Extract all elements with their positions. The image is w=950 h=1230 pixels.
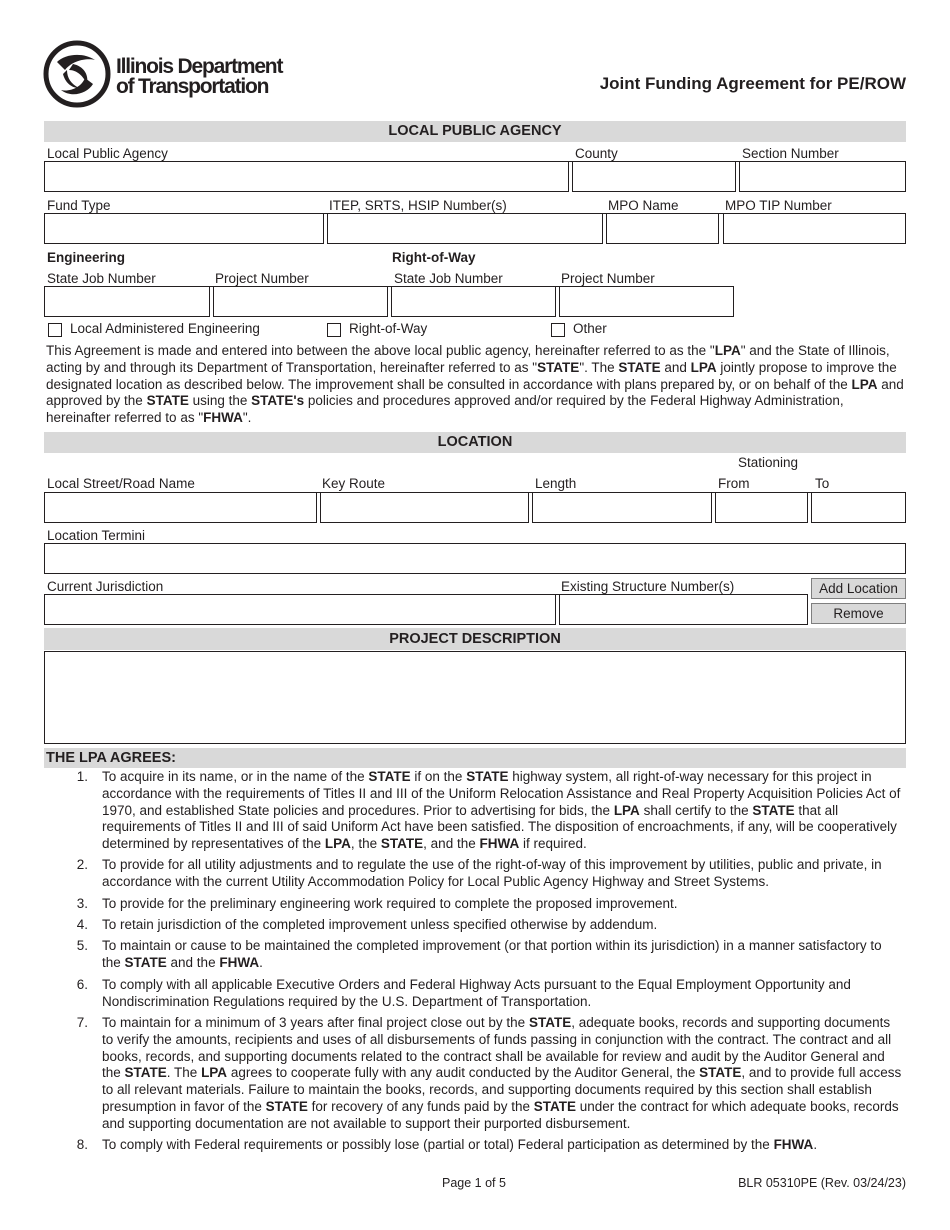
- fund-type-field[interactable]: [44, 213, 324, 244]
- from-field[interactable]: [715, 492, 808, 523]
- section-heading-lpa: LOCAL PUBLIC AGENCY: [44, 121, 906, 142]
- row-state-job-field[interactable]: [391, 286, 556, 317]
- row-project-number-label: Project Number: [561, 271, 655, 286]
- item-text: To retain jurisdiction of the completed improvement unless specified otherwise by addendum.: [102, 917, 658, 932]
- item-number: 6.: [76, 977, 88, 992]
- idot-logo: [43, 40, 303, 110]
- agreement-intro: This Agreement is made and entered into between the above local public agency, hereinafter referred to as the "LPA" and the State of Illinois, acting by and through its Department of Transportation, hereinafter referred to as "STATE". The STATE and LPA jointly propose to improve the designated location as described below. The improvement shall be consulted in accordance with plans prepared by, or on behalf of the LPA and approved by the STATE using the STATE's policies and procedures approved and/or required by the Federal Highway Administration, hereinafter referred to as "FHWA".: [46, 343, 904, 426]
- structure-field[interactable]: [559, 594, 808, 625]
- form-number: BLR 05310PE (Rev. 03/24/23): [738, 1176, 906, 1190]
- stationing-label: Stationing: [738, 455, 799, 470]
- item-text: To comply with Federal requirements or possibly lose (partial or total) Federal participation as determined by the FHWA.: [102, 1137, 818, 1152]
- to-label: To: [815, 476, 830, 491]
- item-text: To provide for the preliminary engineering work required to complete the proposed improvement.: [102, 896, 678, 911]
- from-label: From: [718, 476, 750, 491]
- eng-project-number-label: Project Number: [215, 271, 309, 286]
- fund-type-label: Fund Type: [47, 198, 111, 213]
- form-title: Joint Funding Agreement for PE/ROW: [599, 74, 906, 93]
- item-number: 3.: [76, 896, 88, 911]
- section-heading-location: LOCATION: [44, 432, 906, 453]
- mpo-tip-label: MPO TIP Number: [725, 198, 832, 213]
- item-number: 1.: [76, 769, 88, 784]
- local-public-agency-label: Local Public Agency: [47, 146, 168, 161]
- row-project-number-field[interactable]: [559, 286, 734, 317]
- county-field[interactable]: [572, 161, 736, 192]
- local-public-agency-field[interactable]: [44, 161, 569, 192]
- row-checkbox[interactable]: [327, 323, 341, 337]
- jurisdiction-field[interactable]: [44, 594, 556, 625]
- termini-label: Location Termini: [47, 528, 146, 543]
- street-label: Local Street/Road Name: [47, 476, 195, 491]
- key-route-field[interactable]: [320, 492, 529, 523]
- item-text: To maintain or cause to be maintained the completed improvement (or that portion within its jurisdiction) in a manner satisfactory to the STATE and the FHWA.: [102, 938, 882, 970]
- eng-project-number-field[interactable]: [213, 286, 388, 317]
- item-number: 8.: [76, 1137, 88, 1152]
- mpo-name-field[interactable]: [606, 213, 719, 244]
- row-checkbox-label: Right-of-Way: [349, 321, 428, 336]
- logo-text-line1: Illinois Department: [116, 55, 283, 78]
- itep-field[interactable]: [327, 213, 603, 244]
- item-text: To acquire in its name, or in the name of the STATE if on the STATE highway system, all right-of-way necessary for this project in accordance with the requirements of Titles II and III of the Uniform Relocation Assistance and Real Property Acquisition Policies Act of 1970, and established State policies and procedures. Prior to advertising for bids, the LPA shall certify to the STATE that all requirements of Titles II and III of said Uniform Act have been satisfied. The disposition of encroachments, if any, will be cooperatively determined by representatives of the LPA, the STATE, and the FHWA if required.: [102, 769, 901, 852]
- item-text: To provide for all utility adjustments and to regulate the use of the right-of-way of this improvement by utilities, public and private, in accordance with the current Utility Accommodation Policy for Local Public Agency Highway and Street Systems.: [102, 857, 882, 889]
- county-label: County: [575, 146, 618, 161]
- remove-button[interactable]: Remove: [811, 603, 906, 624]
- right-of-way-heading: Right-of-Way: [392, 250, 476, 265]
- item-text: To comply with all applicable Executive Orders and Federal Highway Acts pursuant to the Equal Employment Opportunity and Nondiscrimination Regulations required by the U.S. Department of Transportation.: [102, 977, 851, 1009]
- section-heading-project-description: PROJECT DESCRIPTION: [44, 628, 906, 650]
- termini-field[interactable]: [44, 543, 906, 574]
- item-number: 4.: [76, 917, 88, 932]
- mpo-tip-field[interactable]: [723, 213, 906, 244]
- lae-checkbox[interactable]: [48, 323, 62, 337]
- item-number: 7.: [76, 1015, 88, 1030]
- jurisdiction-label: Current Jurisdiction: [47, 579, 164, 594]
- add-location-button[interactable]: Add Location: [811, 578, 906, 599]
- mpo-name-label: MPO Name: [608, 198, 679, 213]
- lpa-agrees-heading: THE LPA AGREES:: [44, 748, 906, 768]
- length-label: Length: [535, 476, 577, 491]
- section-number-field[interactable]: [739, 161, 906, 192]
- street-field[interactable]: [44, 492, 317, 523]
- item-text: To maintain for a minimum of 3 years after final project close out by the STATE, adequate books, records and supporting documents to verify the amounts, recipients and uses of all disbursements of funds passing in conjunction with the contract. The contract and all books, records, and supporting documents related to the contract shall be available for review and audit by the Auditor General and the STATE. The LPA agrees to cooperate fully with any audit conducted by the Auditor General, the STATE, and to provide full access to all relevant materials. Failure to maintain the books, records, and supporting documents required by this section shall establish presumption in favor of the STATE for recovery of any funds paid by the STATE under the contract for which adequate books, records and supporting documentation are not available to support their purported disbursement.: [102, 1015, 902, 1131]
- length-field[interactable]: [532, 492, 712, 523]
- structure-label: Existing Structure Number(s): [561, 579, 735, 594]
- key-route-label: Key Route: [322, 476, 386, 491]
- lae-checkbox-label: Local Administered Engineering: [70, 321, 260, 336]
- idot-emblem-icon: [43, 40, 111, 108]
- page-number: Page 1 of 5: [442, 1176, 506, 1190]
- eng-state-job-label: State Job Number: [47, 271, 156, 286]
- project-description-field[interactable]: [44, 651, 906, 744]
- item-number: 5.: [76, 938, 88, 953]
- eng-state-job-field[interactable]: [44, 286, 210, 317]
- itep-label: ITEP, SRTS, HSIP Number(s): [329, 198, 507, 213]
- item-number: 2.: [76, 857, 88, 872]
- other-checkbox-label: Other: [573, 321, 607, 336]
- engineering-heading: Engineering: [47, 250, 126, 265]
- to-field[interactable]: [811, 492, 906, 523]
- section-number-label: Section Number: [742, 146, 839, 161]
- other-checkbox[interactable]: [551, 323, 565, 337]
- row-state-job-label: State Job Number: [394, 271, 503, 286]
- logo-text-line2: of Transportation: [116, 75, 269, 98]
